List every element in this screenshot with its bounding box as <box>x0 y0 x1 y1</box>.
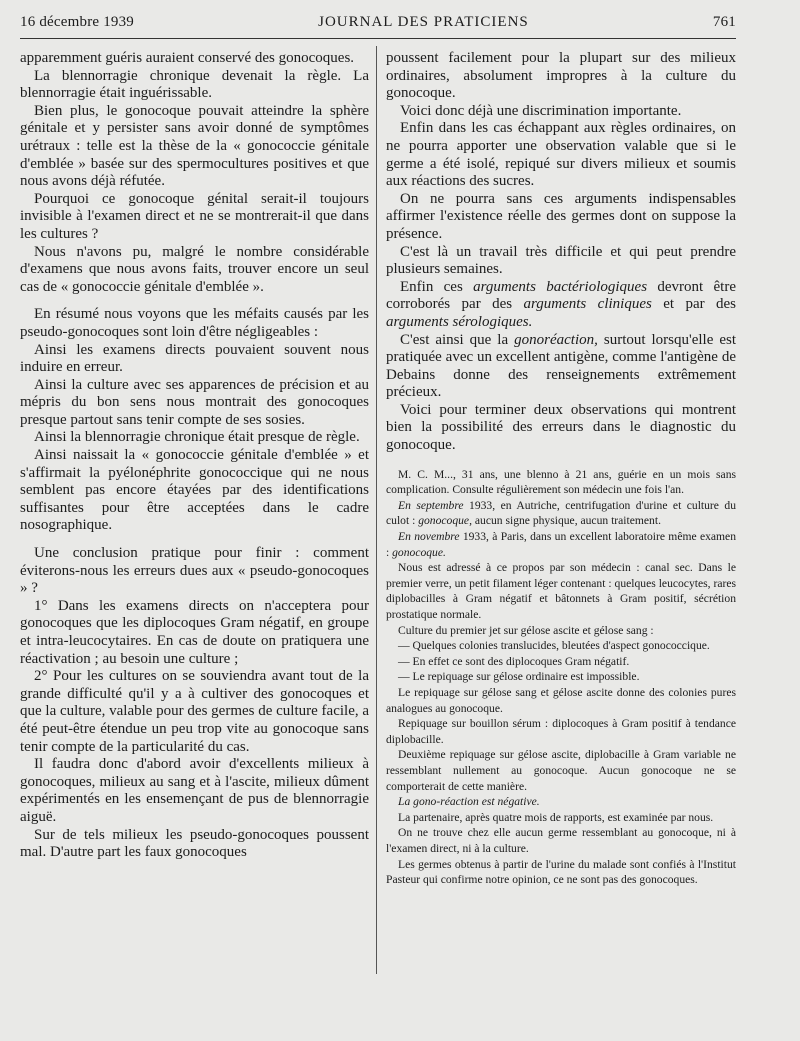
paragraph: 1° Dans les examens directs on n'acceptera pour gonocoques que les diplocoques Gram négatif, en groupe et intra-leucocytaires. En cas de doute on pratiquera une réactivation ; au besoin une culture ; <box>20 597 369 667</box>
paragraph: En résumé nous voyons que les méfaits causés par les pseudo-gonocoques sont loin d'être négligeables : <box>20 306 369 340</box>
paragraph: 2° Pour les cultures on se souviendra avant tout de la grande difficulté qu'il y a à cultiver des gonocoques et que la culture, valable pour des germes de culture facile, a été peut-être étendue un peu trop vite au gonocoque sans tenir compte de la particularité du cas. <box>20 668 370 755</box>
text-run: Enfin ces <box>400 278 474 295</box>
paragraph: poussent facilement pour la plupart sur des milieux ordinaires, absolument impropres à la culture du gonocoque. <box>386 50 736 102</box>
paragraph: Une conclusion pratique pour finir : comment éviterons-nous les erreurs dues aux « pseudo-gonocoques » ? <box>20 545 369 597</box>
paragraph <box>386 279 736 332</box>
observation-line: M. C. M..., 31 ans, une blenno à 21 ans, guérie en un mois sans complication. Consulte régulièrement son médecin une fois l'an. <box>386 467 736 497</box>
observation-line <box>386 794 736 810</box>
emphasis: arguments sérologiques. <box>386 313 533 330</box>
emphasis: En novembre <box>398 530 460 544</box>
paragraph: Ainsi la culture avec ses apparences de précision et au mépris du bon sens nous montrait des gonocoques presque partout sans tenir compte de ses sosies. <box>20 376 369 428</box>
observation-line: On ne trouve chez elle aucun germe ressemblant au gonocoque, ni à l'examen direct, ni à la culture. <box>386 826 736 855</box>
right-column <box>386 50 736 888</box>
page-header <box>20 14 736 31</box>
emphasis: gonocoque, <box>418 514 472 528</box>
paragraph: C'est là un travail très difficile et qui peut prendre plusieurs semaines. <box>386 243 736 278</box>
emphasis: La gono-réaction est négative. <box>398 795 540 809</box>
observation-line: Nous est adressé à ce propos par son médecin : canal sec. Dans le premier verre, un petit filament léger contenant : quelques leucocytes, rares diplobacilles à Gram négatif et bâtonnets à Gram positif, sécrétion prostatique normale. <box>386 561 736 621</box>
observation-line: Le repiquage sur gélose sang et gélose ascite donne des colonies pures analogues au gonocoque. <box>386 685 736 715</box>
emphasis: En septembre <box>398 498 464 512</box>
observation-line: Culture du premier jet sur gélose ascite et gélose sang : <box>398 623 654 637</box>
column-divider <box>376 46 377 974</box>
text-run: 1933, en Autriche, centrifugation d'urine et culture du culot : <box>386 498 736 528</box>
observation-line: — Quelques colonies translucides, bleutées d'aspect gonococcique. <box>398 639 710 653</box>
emphasis: gonocoque. <box>392 545 446 559</box>
observation-line <box>386 498 736 529</box>
observation-line: La partenaire, après quatre mois de rapports, est examinée par nous. <box>398 810 714 824</box>
header-date: 16 décembre 1939 <box>20 14 134 30</box>
text-run: aucun signe physique, aucun traitement. <box>471 514 661 528</box>
text-run: et par des <box>651 296 736 313</box>
observation-line: — Le repiquage sur gélose ordinaire est impossible. <box>398 670 640 684</box>
text-run: C'est ainsi que la <box>400 331 515 348</box>
paragraph: Nous n'avons pu, malgré le nombre considérable d'examens que nous avons faits, trouver encore un seul cas de « gonococcie génitale d'emblée ». <box>20 243 369 295</box>
paragraph: Ainsi la blennorragie chronique était presque de règle. <box>34 429 360 446</box>
paragraph <box>386 332 736 402</box>
text-run: 1933, à Paris, dans un excellent laboratoire même examen : <box>386 530 737 559</box>
paragraph: Voici pour terminer deux observations qui montrent bien la possibilité des erreurs dans le diagnostic du gonocoque. <box>386 401 736 454</box>
paragraph: Pourquoi ce gonocoque génital serait-il toujours invisible à l'examen direct et ne se montrerait-il que dans les cultures ? <box>20 190 369 242</box>
observation-block <box>386 467 736 888</box>
observation-line: — En effet ce sont des diplocoques Gram négatif. <box>398 654 630 668</box>
text-run: surtout lorsqu'elle est pratiquée avec un excellent antigène, comme l'antigène de Debains donne des renseignements extrêmement précieux. <box>386 331 737 401</box>
emphasis: arguments bactériologiques <box>473 278 648 295</box>
paragraph: Ainsi naissait la « gonococcie génitale d'emblée » et s'affirmait la pyélonéphrite gonococcique qui ne nous semblent pas encore étayées par des identifications suffisantes pour être acceptées dans le cadre nosographique. <box>20 447 369 534</box>
observation-line: Les germes obtenus à partir de l'urine du malade sont confiés à l'Institut Pasteur qui confirme notre opinion, ce ne sont pas des gonocoques. <box>386 857 736 887</box>
observation-line: Repiquage sur bouillon sérum : diplocoques à Gram positif à tendance diplobacille. <box>386 717 736 746</box>
paragraph: On ne pourra sans ces arguments indispensables affirmer l'existence réelle des germes dont on suppose la présence. <box>386 190 736 242</box>
paragraph: Bien plus, le gonocoque pouvait atteindre la sphère génitale et y persister sans avoir donné de symptômes urétraux : telle est la thèse de la « gonococcie génitale d'emblée » basée sur des spermocultures positives et que nous avons déjà réfutée. <box>20 102 369 190</box>
paragraph: Il faudra donc d'abord avoir d'excellents milieux à gonocoques, milieux au sang et à l'ascite, milieux dûment expérimentés en les ensemençant de pus de blennorragie aiguë. <box>20 756 369 825</box>
paragraph: Ainsi les examens directs pouvaient souvent nous induire en erreur. <box>20 341 369 376</box>
observation-line <box>386 529 736 560</box>
paragraph: La blennorragie chronique devenait la règle. La blennorragie était inguérissable. <box>20 67 369 102</box>
left-column <box>20 50 369 862</box>
paragraph: Enfin dans les cas échappant aux règles ordinaires, on ne pourra apporter une observation valable que si le germe a été isolé, repiqué sur divers milieux et soumis aux réactions des sucres. <box>386 120 736 190</box>
emphasis: arguments cliniques <box>523 296 652 313</box>
emphasis: gonoréaction, <box>514 331 598 348</box>
journal-title: JOURNAL DES PRATICIENS <box>318 14 529 30</box>
text-run: devront être corroborés par des <box>386 278 736 313</box>
page-number: 761 <box>712 14 736 30</box>
header-rule <box>20 38 736 39</box>
paragraph: Voici donc déjà une discrimination importante. <box>400 102 682 119</box>
observation-line: Deuxième repiquage sur gélose ascite, diplobacille à Gram variable ne ressemblant nullement au gonocoque. Aucun gonocoque ne se comporterait de cette manière. <box>386 748 736 793</box>
paragraph: Sur de tels milieux les pseudo-gonocoques poussent mal. D'autre part les faux gonocoques <box>20 826 369 861</box>
paragraph: apparemment guéris auraient conservé des gonocoques. <box>20 50 355 66</box>
